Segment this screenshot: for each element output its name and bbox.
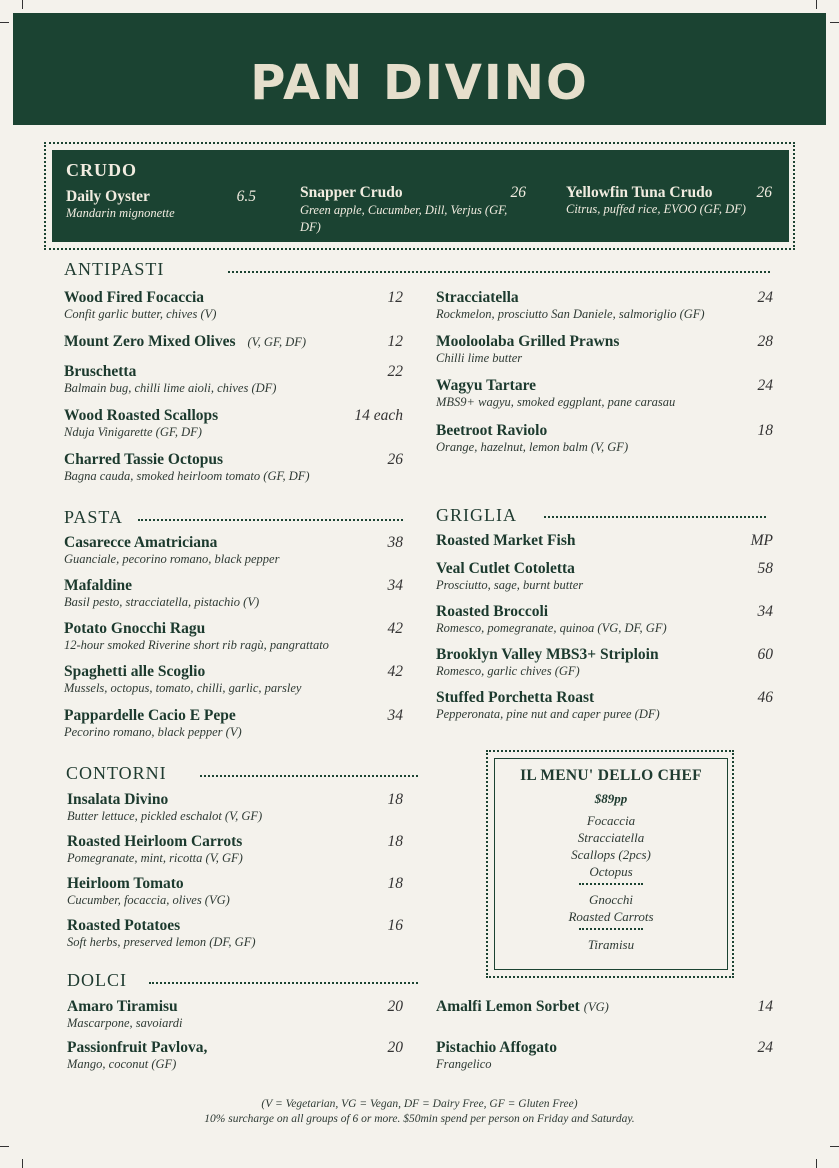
- item-price: 26: [756, 184, 772, 201]
- item-price: 24: [757, 289, 773, 306]
- item-price: 18: [757, 422, 773, 439]
- menu-item: [64, 707, 403, 740]
- item-name: Daily Oyster: [66, 188, 150, 205]
- item-name: Roasted Broccoli: [436, 603, 549, 620]
- item-price: 22: [387, 363, 403, 380]
- menu-item: [436, 532, 773, 550]
- item-price: 26: [510, 184, 526, 201]
- item-description: Pepperonata, pine nut and caper puree (DF): [436, 707, 660, 721]
- item-name: Bruschetta: [64, 363, 137, 380]
- item-name: Pappardelle Cacio E Pepe: [64, 707, 236, 724]
- item-price: 18: [387, 791, 403, 808]
- item-price: 34: [387, 577, 403, 594]
- item-price: 12: [387, 289, 403, 306]
- chef-course-2: [495, 891, 727, 925]
- item-name: Mooloolaba Grilled Prawns: [436, 333, 620, 350]
- crop-mark: [830, 22, 839, 23]
- crop-mark: [0, 22, 9, 23]
- item-name: Charred Tassie Octopus: [64, 451, 224, 468]
- crop-mark: [22, 1159, 23, 1168]
- item-dietary-tag: (V, GF, DF): [247, 335, 307, 349]
- item-name: Stuffed Porchetta Roast: [436, 689, 595, 706]
- item-description: Cucumber, focaccia, olives (VG): [67, 893, 230, 907]
- menu-item: [64, 363, 403, 396]
- chef-dish: Tiramisu: [587, 937, 635, 952]
- item-price: 34: [387, 707, 403, 724]
- item-description: Orange, hazelnut, lemon balm (V, GF): [436, 440, 629, 454]
- item-description: Mussels, octopus, tomato, chilli, garlic, parsley: [64, 681, 302, 695]
- item-name: Insalata Divino: [67, 791, 169, 808]
- course-divider: [579, 883, 643, 885]
- menu-item: [64, 663, 403, 696]
- item-description: Basil pesto, stracciatella, pistachio (V): [64, 595, 260, 609]
- course-divider: [579, 928, 643, 930]
- menu-item: [436, 603, 773, 636]
- menu-item: [64, 577, 403, 610]
- item-description: Balmain bug, chilli lime aioli, chives (DF): [64, 381, 277, 395]
- crop-mark: [830, 1146, 839, 1147]
- item-price: 38: [387, 534, 403, 551]
- menu-item: [436, 646, 773, 679]
- menu-item: [436, 560, 773, 593]
- section-title-griglia: GRIGLIA: [436, 505, 517, 525]
- item-description: Guanciale, pecorino romano, black pepper: [64, 552, 280, 566]
- crudo-section: [52, 150, 789, 242]
- item-name: Passionfruit Pavlova,: [67, 1039, 208, 1056]
- item-description: Mango, coconut (GF): [67, 1057, 177, 1071]
- menu-item: [67, 998, 403, 1031]
- item-description: Romesco, pomegranate, quinoa (VG, DF, GF): [436, 621, 667, 635]
- menu-item: [67, 875, 403, 908]
- brand-logo: PAN DIVINO: [250, 55, 589, 111]
- item-price: 20: [387, 1039, 403, 1056]
- menu-item: [64, 451, 403, 484]
- item-description: Prosciutto, sage, burnt butter: [436, 578, 584, 592]
- item-description: Chilli lime butter: [436, 351, 523, 365]
- menu-item: [64, 534, 403, 567]
- section-divider: [228, 271, 770, 273]
- item-price: 58: [757, 560, 773, 577]
- crop-mark: [0, 1146, 9, 1147]
- item-price: 42: [387, 620, 403, 637]
- menu-item: [64, 407, 403, 440]
- section-divider: [149, 982, 418, 984]
- item-name: Mafaldine: [64, 577, 133, 594]
- item-price: 18: [387, 875, 403, 892]
- item-price: 18: [387, 833, 403, 850]
- item-description: Pomegranate, mint, ricotta (V, GF): [67, 851, 243, 865]
- item-description: Soft herbs, preserved lemon (DF, GF): [67, 935, 256, 949]
- item-description: Mascarpone, savoiardi: [67, 1016, 183, 1030]
- item-price: 26: [387, 451, 403, 468]
- item-name: Spaghetti alle Scoglio: [64, 663, 206, 680]
- item-name: Roasted Market Fish: [436, 532, 576, 549]
- menu-item: [67, 917, 403, 950]
- menu-item: [64, 620, 403, 653]
- chef-dish: Roasted Carrots: [568, 909, 654, 924]
- item-name: Yellowfin Tuna Crudo: [566, 184, 713, 201]
- chef-menu-price: $89pp: [594, 791, 628, 806]
- item-name: Snapper Crudo: [300, 184, 403, 201]
- crop-mark: [22, 0, 23, 9]
- crop-mark: [816, 0, 817, 9]
- item-name: Potato Gnocchi Ragu: [64, 620, 206, 637]
- item-name: Mount Zero Mixed Olives: [64, 333, 236, 350]
- item-name: Stracciatella: [436, 289, 519, 306]
- section-divider: [200, 775, 418, 777]
- item-price: 34: [757, 603, 773, 620]
- menu-item: [67, 833, 403, 866]
- item-description: Butter lettuce, pickled eschalot (V, GF): [67, 809, 263, 823]
- menu-item: [566, 184, 772, 217]
- item-description: Citrus, puffed rice, EVOO (GF, DF): [566, 202, 746, 216]
- section-divider: [544, 516, 766, 518]
- item-description: Frangelico: [436, 1057, 492, 1071]
- item-description: Green apple, Cucumber, Dill, Verjus (GF, DF): [300, 203, 508, 234]
- header-banner: [13, 13, 826, 125]
- item-price: 6.5: [236, 188, 256, 205]
- dietary-legend: (V = Vegetarian, VG = Vegan, DF = Dairy Free, GF = Gluten Free): [261, 1098, 578, 1110]
- item-price: 28: [757, 333, 773, 350]
- chef-dish: Gnocchi: [588, 892, 634, 907]
- item-description: Confit garlic butter, chives (V): [64, 307, 217, 321]
- menu-item: [436, 333, 773, 366]
- item-price: 24: [757, 1039, 773, 1056]
- item-price: 14 each: [354, 407, 403, 424]
- section-title-crudo: CRUDO: [66, 160, 137, 180]
- item-price: 42: [387, 663, 403, 680]
- item-name: Brooklyn Valley MBS3+ Striploin: [436, 646, 659, 663]
- menu-item: [436, 1039, 773, 1072]
- item-description: Rockmelon, prosciutto San Daniele, salmoriglio (GF): [436, 307, 705, 321]
- item-price: 20: [387, 998, 403, 1015]
- item-name: Wood Fired Focaccia: [64, 289, 205, 306]
- item-price: 46: [757, 689, 773, 706]
- item-name: Veal Cutlet Cotoletta: [436, 560, 575, 577]
- item-name: Roasted Heirloom Carrots: [67, 833, 243, 850]
- menu-item: [436, 377, 773, 410]
- section-title-pasta: PASTA: [64, 507, 123, 527]
- chef-dish: Focaccia: [586, 813, 636, 828]
- menu-item: [436, 289, 773, 322]
- menu-item: [66, 188, 256, 221]
- chef-menu-title: IL MENU' DELLO CHEF: [520, 767, 702, 784]
- item-name: Heirloom Tomato: [67, 875, 184, 892]
- item-description: MBS9+ wagyu, smoked eggplant, pane carasau: [436, 395, 676, 409]
- item-dietary-tag: (VG): [583, 1000, 609, 1014]
- chef-course-1: [495, 812, 727, 880]
- footer-notes: [0, 1097, 839, 1127]
- section-title-antipasti: ANTIPASTI: [64, 259, 165, 279]
- item-description: Pecorino romano, black pepper (V): [64, 725, 242, 739]
- item-name: Amalfi Lemon Sorbet: [436, 998, 580, 1015]
- item-name: Casarecce Amatriciana: [64, 534, 218, 551]
- menu-item: [64, 333, 403, 351]
- section-title-dolci: DOLCI: [67, 970, 127, 990]
- item-price: 60: [757, 646, 773, 663]
- item-name: Wagyu Tartare: [436, 377, 537, 394]
- item-description: 12-hour smoked Riverine short rib ragù, pangrattato: [64, 638, 329, 652]
- item-price: 16: [387, 917, 403, 934]
- section-divider: [138, 519, 403, 521]
- item-description: Mandarin mignonette: [66, 206, 175, 220]
- surcharge-note: 10% surcharge on all groups of 6 or more. $50min spend per person on Friday and Saturday.: [204, 1113, 635, 1125]
- item-price: 12: [387, 333, 403, 350]
- chef-dish: Scallops (2pcs): [571, 847, 651, 862]
- chef-dish: Octopus: [589, 864, 633, 879]
- menu-item: [436, 998, 773, 1016]
- item-name: Wood Roasted Scallops: [64, 407, 219, 424]
- menu-item: [436, 689, 773, 722]
- item-name: Amaro Tiramisu: [67, 998, 178, 1015]
- item-name: Pistachio Affogato: [436, 1039, 557, 1056]
- chef-menu-box: [494, 758, 728, 970]
- menu-item: [436, 422, 773, 455]
- item-name: Beetroot Raviolo: [436, 422, 548, 439]
- crop-mark: [816, 1159, 817, 1168]
- item-description: Romesco, garlic chives (GF): [436, 664, 580, 678]
- menu-item: [67, 1039, 403, 1072]
- chef-course-3: [495, 936, 727, 953]
- item-price: MP: [750, 532, 773, 549]
- section-title-contorni: CONTORNI: [66, 763, 167, 783]
- menu-item: [64, 289, 403, 322]
- menu-item: [300, 184, 526, 236]
- item-name: Roasted Potatoes: [67, 917, 181, 934]
- item-description: Bagna cauda, smoked heirloom tomato (GF, DF): [64, 469, 310, 483]
- item-price: 14: [757, 998, 773, 1015]
- item-price: 24: [757, 377, 773, 394]
- item-description: Nduja Vinigarette (GF, DF): [64, 425, 202, 439]
- menu-item: [67, 791, 403, 824]
- chef-dish: Stracciatella: [577, 830, 645, 845]
